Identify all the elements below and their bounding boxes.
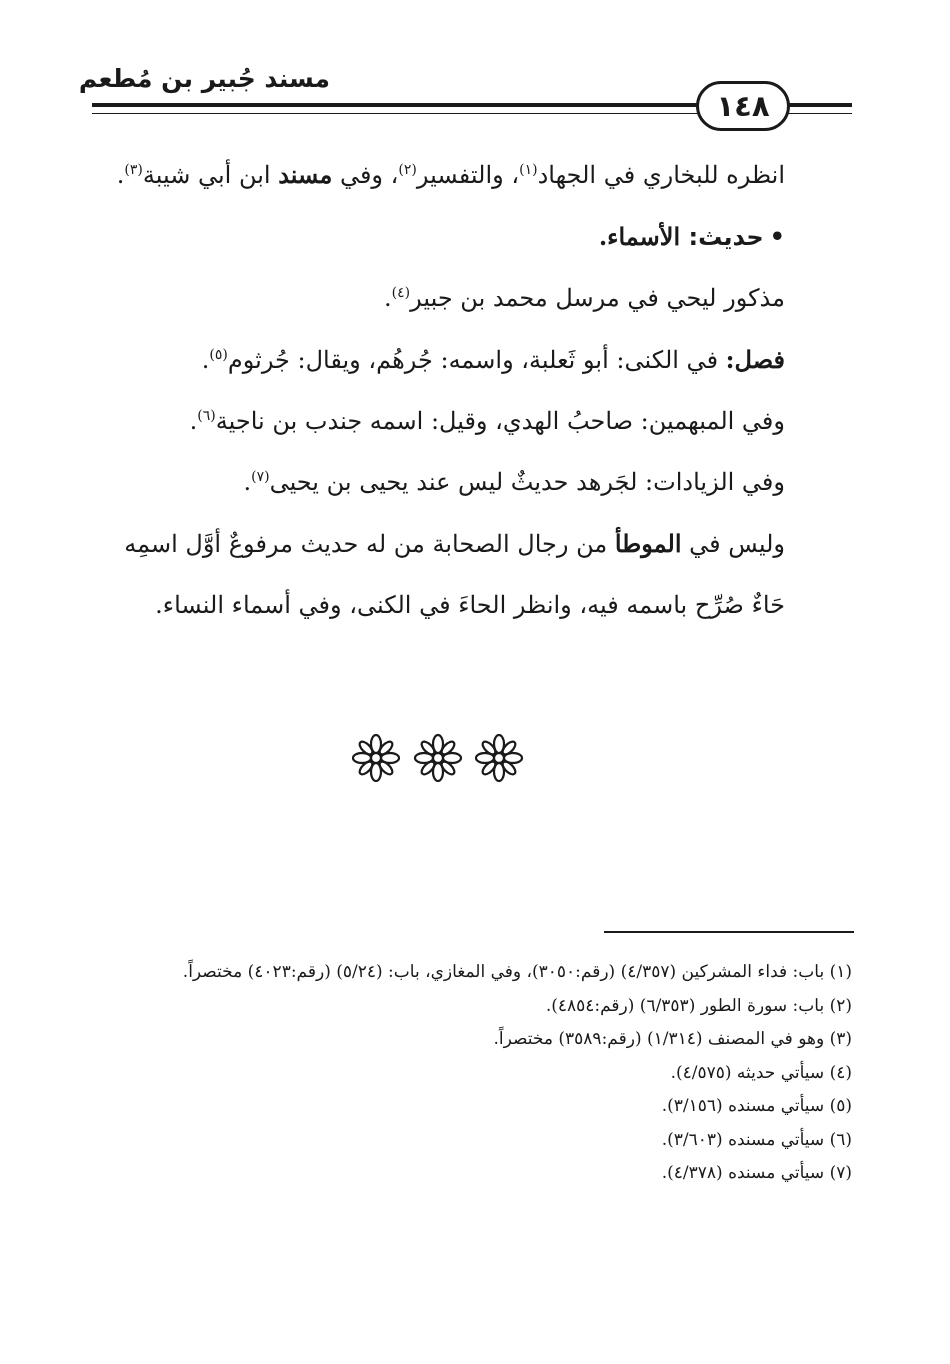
section-ornament <box>350 732 525 786</box>
text-span: . <box>189 407 198 435</box>
paragraph-references <box>100 144 785 206</box>
text-span: . <box>201 346 210 374</box>
flower-ornament-icon <box>350 732 402 784</box>
text-span: مذكور ليحي في مرسل محمد بن جبير <box>410 284 785 312</box>
text-span: ، والتفسير <box>416 161 520 189</box>
footnotes <box>92 956 852 1191</box>
text-span: انظره للبخاري في الجهاد <box>537 161 785 189</box>
bold-term: الموطأ <box>614 529 682 558</box>
text-span: ، وفي <box>332 161 399 189</box>
paragraph-mursal <box>100 268 785 329</box>
text-span: . <box>116 161 125 189</box>
footnote-ref: (٤) <box>391 285 411 301</box>
page-number: ١٤٨ <box>716 89 770 123</box>
paragraph-kuna <box>100 329 785 391</box>
text-span: وفي الزيادات: لجَرهد حديثٌ ليس عند يحيى بن يحيى <box>269 468 785 496</box>
text-span: ابن أبي شيبة <box>142 161 279 189</box>
paragraph-mubhamin <box>100 391 785 452</box>
footnote-separator <box>604 931 854 933</box>
footnote-1: (١) باب: فداء المشركين (٤/٣٥٧) (رقم:٣٠٥٠)، وفي المغازي، باب: (٥/٢٤) (رقم:٤٠٢٣) مختصراً. <box>182 962 852 982</box>
bold-term: مسند <box>278 160 333 189</box>
footnote-7: (٧) سيأتي مسنده (٤/٣٧٨). <box>661 1163 852 1183</box>
footnote-6: (٦) سيأتي مسنده (٣/٦٠٣). <box>661 1129 852 1150</box>
page-number-badge <box>696 81 790 131</box>
paragraph-muwatta <box>100 513 785 636</box>
bold-term: فصل: <box>725 345 785 374</box>
text-span: . <box>243 468 252 496</box>
footnote-2: (٢) باب: سورة الطور (٦/٣٥٣) (رقم:٤٨٥٤). <box>545 995 852 1016</box>
footnote-ref: (٥) <box>209 347 228 363</box>
bullet-icon: • <box>769 222 785 251</box>
heading-label: حديث: <box>688 223 764 251</box>
text-span: . <box>384 284 392 312</box>
footnote-3: (٣) وهو في المصنف (١/٣١٤) (رقم:٣٥٨٩) مختصراً. <box>493 1029 852 1049</box>
footnote-ref: (١) <box>519 162 538 178</box>
text-span: من رجال الصحابة من له حديث مرفوعٌ أوَّل اسمِه حَاءٌ صُرِّح باسمه فيه، وانظر الحاءَ في الكنى، وفي أسماء النساء. <box>124 530 785 619</box>
footnote-4: (٤) سيأتي حديثه (٤/٥٧٥). <box>670 1062 852 1083</box>
paragraph-ziyadat <box>100 452 785 513</box>
main-text <box>100 144 785 636</box>
footnote-ref: (٧) <box>251 469 270 485</box>
flower-ornament-icon <box>473 732 525 784</box>
footnote-ref: (٣) <box>124 162 143 178</box>
heading-text: الأسماء. <box>598 222 689 251</box>
footnote-5: (٥) سيأتي مسنده (٣/١٥٦). <box>661 1096 852 1116</box>
running-title: مسند جُبير بن مُطعم <box>78 64 330 93</box>
text-span: وليس في <box>681 530 785 558</box>
footnote-ref: (٦) <box>197 408 216 424</box>
text-span: وفي المبهمين: صاحبُ الهدي، وقيل: اسمه جندب بن ناجية <box>215 407 785 435</box>
text-span: في الكنى: أبو ثَعلبة، واسمه: جُرهُم، ويقال: جُرثوم <box>227 346 726 374</box>
flower-ornament-icon <box>412 732 464 784</box>
footnote-ref: (٢) <box>398 162 417 178</box>
section-heading <box>100 206 785 268</box>
